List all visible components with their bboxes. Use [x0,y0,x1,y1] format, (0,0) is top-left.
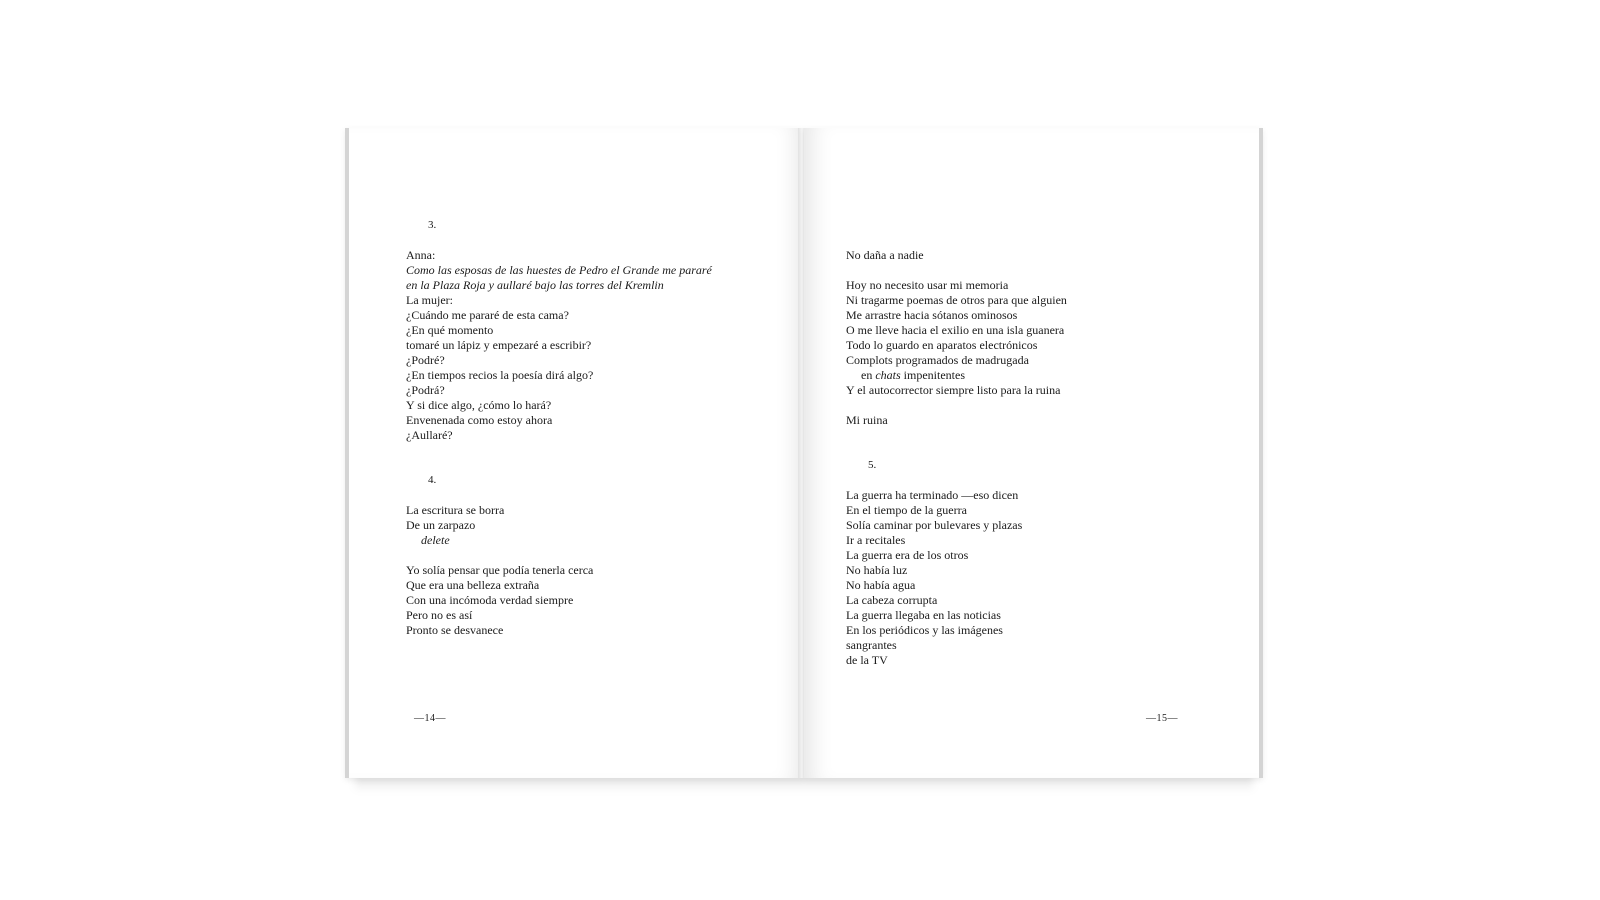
poem-line: De un zarpazo [406,518,476,532]
poem-line: En el tiempo de la guerra [846,503,967,517]
open-book [345,128,1263,778]
page-number-left: —14— [414,713,446,724]
section-number-5: 5. [868,459,877,471]
poem-line: La mujer: [406,293,453,307]
poem-line: sangrantes [846,638,897,652]
epigraph-line: en la Plaza Roja y aullaré bajo las torres del Kremlin [406,278,664,292]
poem-line: En los periódicos y las imágenes [846,623,1003,637]
poem-line: No había luz [846,563,908,577]
poem-line: Yo solía pensar que podía tenerla cerca [406,563,594,577]
poem-line: La escritura se borra [406,503,505,517]
poem-line: Me arrastre hacia sótanos ominosos [846,308,1018,322]
poem-line: La cabeza corrupta [846,593,938,607]
poem-line: Todo lo guardo en aparatos electrónicos [846,338,1038,352]
chats-prefix: en [861,368,876,382]
poem-line: La guerra ha terminado —eso dicen [846,488,1019,502]
poem-line: Mi ruina [846,413,888,427]
poem-line: Solía caminar por bulevares y plazas [846,518,1023,532]
right-page-text [846,248,1067,668]
right-page [804,128,1263,778]
poem-line: O me lleve hacia el exilio en una isla guanera [846,323,1065,337]
poem-line: No daña a nadie [846,248,924,262]
poem-line: ¿Cuándo me pararé de esta cama? [406,308,569,322]
poem-line: Hoy no necesito usar mi memoria [846,278,1009,292]
poem-line: No había agua [846,578,916,592]
poem-line: Envenenada como estoy ahora [406,413,553,427]
poem-line: ¿Podré? [406,353,445,367]
poem-line: Pero no es así [406,608,473,622]
poem-line: Y el autocorrector siempre listo para la ruina [846,383,1061,397]
poem-line: La guerra llegaba en las noticias [846,608,1001,622]
poem-line: tomaré un lápiz y empezaré a escribir? [406,338,592,352]
poem-line: ¿Aullaré? [406,428,453,442]
poem-line: Con una incómoda verdad siempre [406,593,574,607]
poem-line: Que era una belleza extraña [406,578,540,592]
poem-line: de la TV [846,653,888,667]
poem-line: Complots programados de madrugada [846,353,1029,367]
poem-line-italic: delete [421,533,450,547]
poem-line: Y si dice algo, ¿cómo lo hará? [406,398,552,412]
section-number-4: 4. [428,474,437,486]
poem-line: Ni tragarme poemas de otros para que alguien [846,293,1067,307]
chats-suffix: impenitentes [900,368,965,382]
poem-line: ¿Podrá? [406,383,445,397]
speaker-label: Anna: [406,248,436,262]
poem-line: La guerra era de los otros [846,548,969,562]
page-number-right: —15— [1146,713,1178,724]
poem-line: Pronto se desvanece [406,623,504,637]
left-page [345,128,804,778]
section-number-3: 3. [428,219,437,231]
chats-italic-word: chats [875,368,901,382]
poem-line: ¿En qué momento [406,323,494,337]
poem-line: Ir a recitales [846,533,906,547]
left-page-text [406,218,712,638]
poem-line: ¿En tiempos recios la poesía dirá algo? [406,368,594,382]
poem-line-chats [846,368,1067,383]
epigraph-line: Como las esposas de las huestes de Pedro el Grande me pararé [406,263,712,277]
